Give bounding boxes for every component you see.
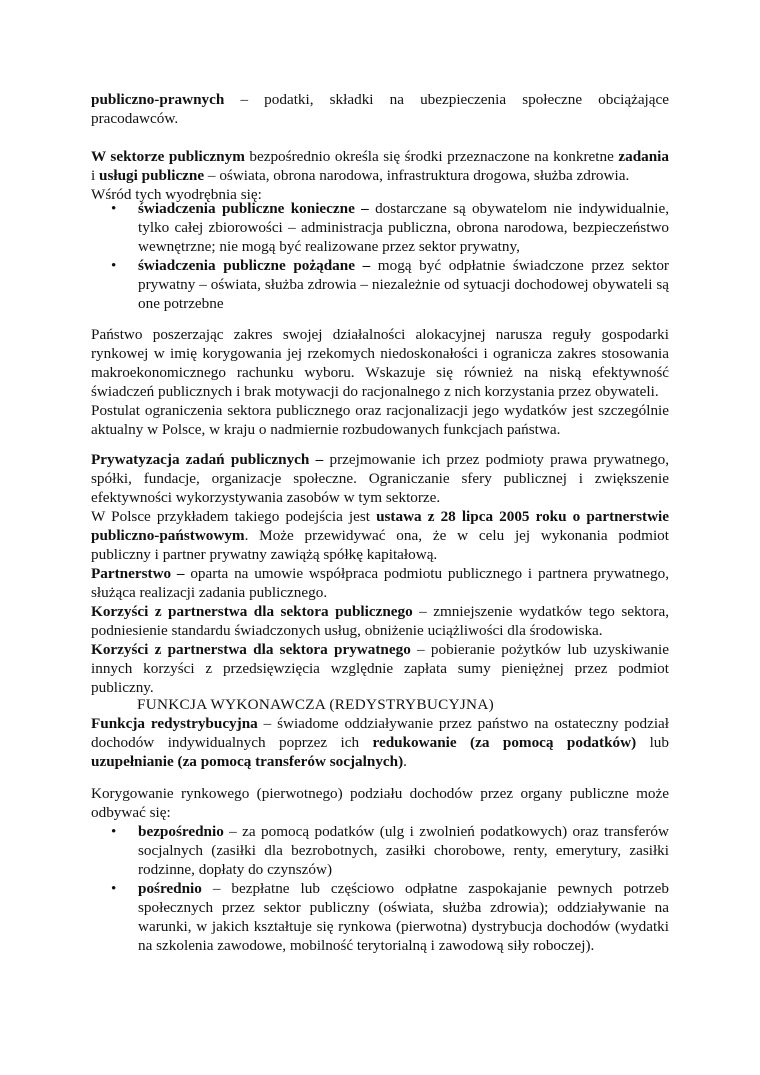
paragraph-public-sector bbox=[91, 147, 669, 204]
term-indirect: pośrednio bbox=[138, 880, 202, 897]
paragraph-redistribution bbox=[91, 714, 669, 771]
bullet-icon: • bbox=[111, 257, 117, 274]
list-item-text: – za pomocą podatków (ulg i zwolnień podatkowych) oraz transferów socjalnych (zasiłki dla bezrobotnych, zasiłki chorobowe, renty, emerytury, zasiłki rodzinne, dopłaty do czynszów) bbox=[138, 823, 669, 878]
term-uslugi-publiczne: usługi publiczne bbox=[99, 167, 205, 184]
section-heading: FUNKCJA WYKONAWCZA (REDYSTRYBUCYJNA) bbox=[137, 696, 494, 713]
paragraph-text: – oświata, obrona narodowa, infrastruktura drogowa, służba zdrowia. bbox=[204, 167, 630, 184]
paragraph-text: – podatki, składki na ubezpieczenia społeczne obciążające pracodawców. bbox=[91, 91, 669, 127]
term-public-sector: W sektorze publicznym bbox=[91, 148, 245, 165]
list-public-services bbox=[91, 199, 669, 313]
paragraph-text: . bbox=[403, 753, 407, 770]
paragraph-text: przejmowanie ich przez podmioty prawa prywatnego, spółki, fundacje, organizacje społeczne. Ograniczanie sfery publicznej i zwiększenie efektywności wykorzystywania zasobów w tym sektorze. bbox=[91, 451, 669, 506]
paragraph-public-law-charges bbox=[91, 90, 669, 128]
list-item-text: – bezpłatne lub częściowo odpłatne zaspokajanie pewnych potrzeb społecznych przez sektor publiczny (oświata, służba zdrowia); oddziaływanie na warunki, w jakich kształtuje się rynkowa (pierwotna) dystrybucja dochodów (wydatki na szkolenia zawodowe, mobilność terytorialną i zawodową siły roboczej). bbox=[138, 880, 669, 954]
term-public-benefits: Korzyści z partnerstwa dla sektora publicznego bbox=[91, 603, 413, 620]
bullet-icon: • bbox=[111, 880, 117, 897]
list-item-text: dostarczane są obywatelom nie indywidualnie, tylko całej zbiorowości – administracja publiczna, obrona narodowa, bezpieczeństwo wewnętrzne; nie mogą być realizowane przez sektor prywatny, bbox=[138, 200, 669, 255]
term-zadania: zadania bbox=[618, 148, 669, 165]
list-item-text: mogą być odpłatnie świadczone przez sektor prywatny – oświata, służba zdrowia – niezależnie od sytuacji dochodowej obywateli są one potrzebne bbox=[138, 257, 669, 312]
paragraph-text: i bbox=[91, 167, 100, 184]
paragraph-text: lub bbox=[636, 734, 669, 751]
list-item bbox=[91, 879, 669, 955]
term-desired-services: świadczenia publiczne pożądane – bbox=[138, 257, 371, 274]
term-reduction: redukowanie (za pomocą podatków) bbox=[372, 734, 637, 751]
term-necessary-services: świadczenia publiczne konieczne – bbox=[138, 200, 369, 217]
term-redistribution-function: Funkcja redystrybucyjna bbox=[91, 715, 258, 732]
paragraph-text: W Polsce przykładem takiego podejścia jest bbox=[91, 508, 377, 525]
term-ppp-act: ustawa z 28 lipca 2005 roku o partnerstwie publiczno-państwowym bbox=[91, 508, 669, 544]
paragraph-text: – pobieranie pożytków lub uzyskiwanie innych korzyści z przedsięwzięcia względnie zapłata sumy pieniężnej przez podmiot publiczny. bbox=[91, 641, 669, 696]
bullet-icon: • bbox=[111, 200, 117, 217]
term-supplementation: uzupełnianie (za pomocą transferów socjalnych) bbox=[91, 753, 404, 770]
paragraph-text: Korygowanie rynkowego (pierwotnego) podziału dochodów przez organy publiczne może odbywać się: bbox=[91, 785, 669, 821]
bullet-icon: • bbox=[111, 823, 117, 840]
paragraph-text: Wśród tych wyodrębnia się: bbox=[91, 186, 262, 203]
list-item bbox=[91, 822, 669, 879]
list-correction-methods bbox=[91, 822, 669, 955]
paragraph-text: – zmniejszenie wydatków tego sektora, podniesienie standardu świadczonych usług, obniżenie uciążliwości dla środowiska. bbox=[91, 603, 669, 639]
paragraph-text: oparta na umowie współpraca podmiotu publicznego i partnera prywatnego, służąca realizacji zadania publicznego. bbox=[91, 565, 669, 601]
paragraph-text: . Może przewidywać ona, że w celu jej wykonania podmiot publiczny i partner prywatny zawiążą spółkę kapitałową. bbox=[91, 527, 669, 563]
paragraph-text: – świadome oddziaływanie przez państwo na ostateczny podział dochodów indywidualnych poprzez ich bbox=[91, 715, 669, 751]
term-private-benefits: Korzyści z partnerstwa dla sektora prywatnego bbox=[91, 641, 411, 658]
paragraph-income-correction bbox=[91, 784, 669, 822]
paragraph-privatization bbox=[91, 450, 669, 697]
term-publiczno-prawnych: publiczno-prawnych bbox=[91, 91, 225, 108]
paragraph-state-allocation bbox=[91, 325, 669, 439]
term-privatization: Prywatyzacja zadań publicznych – bbox=[91, 451, 324, 468]
paragraph-text: Postulat ograniczenia sektora publicznego oraz racjonalizacji jego wydatków jest szczególnie aktualny w Polsce, w kraju o nadmiernie rozbudowanych funkcjach państwa. bbox=[91, 402, 669, 438]
list-item bbox=[91, 199, 669, 256]
term-direct: bezpośrednio bbox=[138, 823, 224, 840]
term-partnership: Partnerstwo – bbox=[91, 565, 185, 582]
paragraph-text: bezpośrednio określa się środki przeznaczone na konkretne bbox=[244, 148, 619, 165]
paragraph-text: Państwo poszerzając zakres swojej działalności alokacyjnej narusza reguły gospodarki rynkowej w imię korygowania jej rzekomych niedoskonałości i ogranicza zakres stosowania makroekonomicznego rachunku wyboru. Wskazuje się również na niską efektywność świadczeń publicznych i brak motywacji do racjonalnego z nich korzystania przez obywateli. bbox=[91, 326, 669, 400]
list-item bbox=[91, 256, 669, 313]
